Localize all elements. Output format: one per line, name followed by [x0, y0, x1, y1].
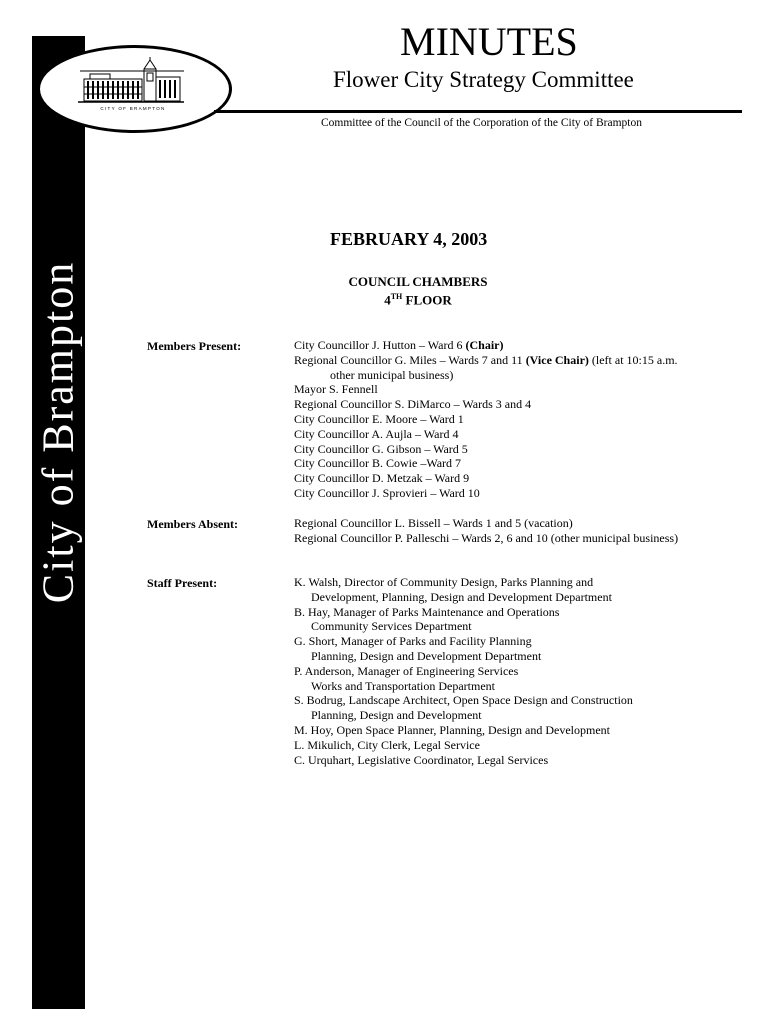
staff-item: C. Urquhart, Legislative Coordinator, Legal Services	[294, 752, 549, 767]
member-text: Regional Councillor G. Miles – Wards 7 and 11	[294, 352, 526, 367]
staff-item: M. Hoy, Open Space Planner, Planning, Design and Development	[294, 722, 611, 737]
member-text: City Councillor D. Metzak – Ward 9	[294, 471, 470, 486]
staff-item: Development, Planning, Design and Development Department	[311, 589, 612, 604]
logo-caption: CITY OF BRAMPTON	[100, 106, 166, 111]
member-absent-item: Regional Councillor P. Palleschi – Wards 2, 6 and 10 (other municipal business)	[294, 530, 679, 545]
staff-item: Works and Transportation Department	[311, 678, 496, 693]
member-text: City Councillor G. Gibson – Ward 5	[294, 441, 468, 456]
member-present-item	[294, 382, 678, 397]
floor-number: 4	[384, 292, 391, 308]
member-present-item	[294, 442, 678, 457]
staff-item: Community Services Department	[311, 619, 472, 634]
floor-suffix: TH	[390, 292, 403, 301]
members-present-list	[294, 338, 678, 501]
meeting-location	[318, 274, 518, 307]
member-text: City Councillor B. Cowie –Ward 7	[294, 456, 462, 471]
member-text: City Councillor J. Sprovieri – Ward 10	[294, 485, 480, 500]
member-present-item	[294, 456, 678, 471]
members-absent-list	[294, 516, 678, 546]
member-text: City Councillor A. Aujla – Ward 4	[294, 426, 459, 441]
member-role: (Vice Chair)	[525, 352, 589, 367]
member-role: (Chair)	[465, 338, 504, 352]
member-present-item	[294, 427, 678, 442]
committee-name: Flower City Strategy Committee	[333, 67, 634, 92]
city-hall-logo-icon	[76, 57, 186, 105]
member-present-item	[294, 338, 678, 353]
member-present-item	[294, 486, 678, 501]
meeting-date: FEBRUARY 4, 2003	[330, 229, 488, 249]
member-text: City Councillor E. Moore – Ward 1	[294, 411, 464, 426]
location-floor	[318, 289, 518, 307]
members-present-label: Members Present:	[147, 339, 242, 353]
location-room: COUNCIL CHAMBERS	[348, 274, 488, 289]
member-present-item	[294, 397, 678, 412]
staff-item: Planning, Design and Development Department	[311, 648, 542, 663]
member-text: City Councillor J. Hutton – Ward 6	[294, 338, 466, 352]
staff-item: B. Hay, Manager of Parks Maintenance and Operations	[294, 604, 560, 619]
sidebar-city-name: City of Brampton	[33, 260, 83, 604]
staff-item: L. Mikulich, City Clerk, Legal Service	[294, 737, 480, 752]
members-absent-label: Members Absent:	[147, 517, 238, 531]
member-note: (left at 10:15 a.m.	[588, 352, 678, 367]
staff-item: K. Walsh, Director of Community Design, Parks Planning and	[294, 575, 594, 589]
page-title: MINUTES	[400, 19, 578, 64]
member-present-item	[294, 353, 678, 368]
staff-present-list	[294, 575, 633, 767]
staff-item: S. Bodrug, Landscape Architect, Open Space Design and Construction	[294, 693, 633, 708]
member-text: other municipal business)	[330, 367, 454, 382]
staff-present-label: Staff Present:	[147, 576, 218, 590]
staff-item: P. Anderson, Manager of Engineering Services	[294, 663, 519, 678]
member-text: Regional Councillor S. DiMarco – Wards 3 and 4	[294, 397, 532, 412]
member-absent-item: Regional Councillor L. Bissell – Wards 1 and 5 (vacation)	[294, 516, 573, 530]
member-present-item	[294, 368, 678, 383]
committee-description: Committee of the Council of the Corporation of the City of Brampton	[321, 117, 642, 129]
floor-word: FLOOR	[405, 292, 452, 308]
staff-item: Planning, Design and Development	[311, 708, 482, 723]
member-present-item	[294, 412, 678, 427]
staff-item: G. Short, Manager of Parks and Facility Planning	[294, 634, 532, 649]
member-present-item	[294, 471, 678, 486]
header-rule	[214, 110, 742, 113]
member-text: Mayor S. Fennell	[294, 382, 378, 397]
